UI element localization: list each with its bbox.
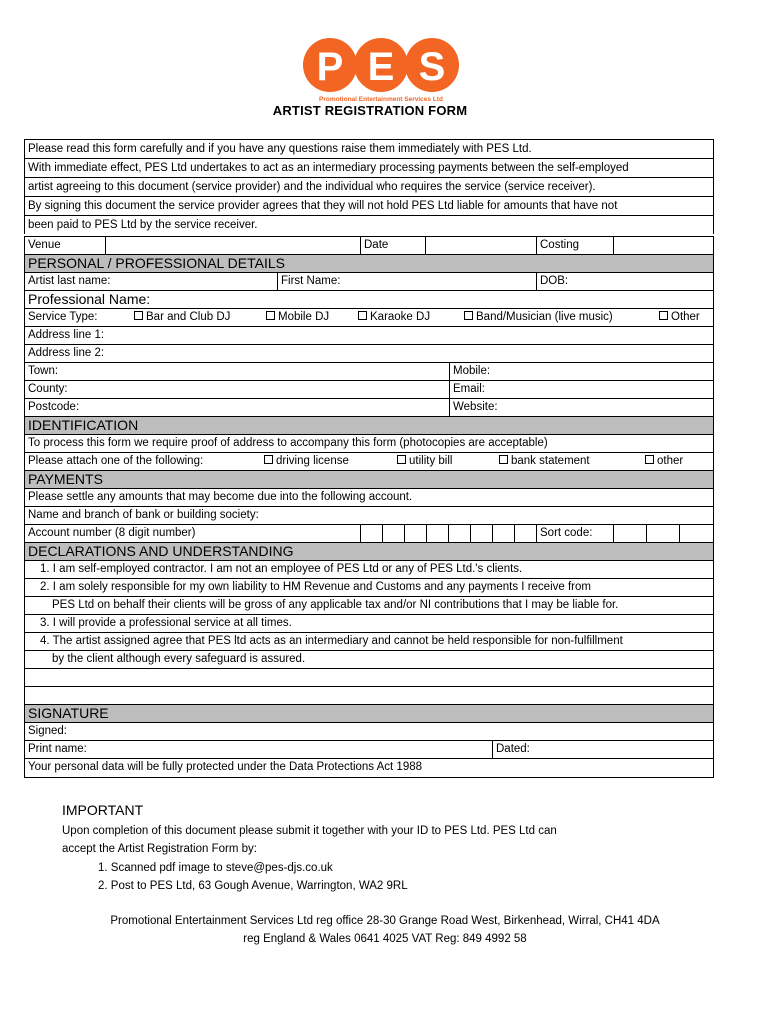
account-label: Account number (8 digit number) [28, 527, 196, 539]
declaration-line: 3. I will provide a professional service at all times. [40, 617, 292, 629]
data-protection-note: Your personal data will be fully protected under the Data Protections Act 1988 [28, 761, 423, 773]
id-option-bank-statement[interactable] [496, 453, 590, 470]
professional-name-field[interactable]: Professional Name: [28, 291, 151, 307]
service-option-bar-club[interactable] [131, 309, 230, 326]
declaration-line: 4. The artist assigned agree that PES ltd acts as an intermediary and cannot be held responsible for non-fulfillment [40, 635, 623, 647]
footer-line: Promotional Entertainment Services Ltd reg office 28-30 Grange Road West, Birkenhead, Wirral, CH41 4DA [110, 915, 660, 927]
postcode-field[interactable]: Postcode: [28, 401, 80, 413]
dated-field[interactable]: Dated: [492, 741, 713, 758]
address-line2-field[interactable]: Address line 2: [28, 347, 105, 359]
payments-info: Please settle any amounts that may become due into the following account. [28, 491, 413, 503]
blank-row [25, 687, 713, 705]
option-label: bank statement [511, 455, 590, 467]
date-label: Date [360, 237, 425, 254]
venue-row [25, 237, 713, 255]
website-field[interactable]: Website: [449, 399, 713, 416]
venue-field[interactable] [105, 237, 360, 254]
dob-field[interactable]: DOB: [536, 273, 713, 290]
checkbox-icon[interactable] [464, 311, 473, 320]
intro-block [24, 139, 714, 234]
name-row [25, 273, 713, 291]
declaration-line: by the client although every safeguard is assured. [52, 653, 306, 665]
bank-name-row [25, 507, 713, 525]
account-digit-box[interactable] [382, 525, 404, 542]
checkbox-icon[interactable] [659, 311, 668, 320]
section-heading: SIGNATURE [28, 705, 109, 721]
last-name-field[interactable]: Artist last name: [28, 275, 111, 287]
account-digit-box[interactable] [492, 525, 514, 542]
service-option-band[interactable] [461, 309, 613, 326]
important-heading: IMPORTANT [62, 802, 144, 818]
option-label: Other [671, 311, 700, 323]
address1-row [25, 327, 713, 345]
service-type-label: Service Type: [28, 311, 98, 323]
address2-row [25, 345, 713, 363]
date-field[interactable] [425, 237, 536, 254]
important-item: 2. Post to PES Ltd, 63 Gough Avenue, Warrington, WA2 9RL [98, 879, 408, 892]
identification-options-row [25, 453, 713, 471]
service-option-other[interactable] [656, 309, 713, 326]
declaration-row [25, 597, 713, 615]
account-digit-box[interactable] [514, 525, 536, 542]
declaration-row [25, 579, 713, 597]
section-heading: DECLARATIONS AND UNDERSTANDING [28, 543, 294, 559]
account-digit-box[interactable] [360, 525, 382, 542]
important-item: 1. Scanned pdf image to steve@pes-djs.co.uk [98, 861, 333, 874]
print-name-row [25, 741, 713, 759]
option-label: driving license [276, 455, 349, 467]
section-declarations [25, 543, 713, 561]
logo-subtitle: Promotional Entertainment Services Ltd [319, 96, 443, 103]
account-digit-box[interactable] [404, 525, 426, 542]
checkbox-icon[interactable] [397, 455, 406, 464]
sort-code-box[interactable] [613, 525, 646, 542]
option-label: Bar and Club DJ [146, 311, 231, 323]
logo-letter-e: E [367, 45, 395, 89]
costing-label: Costing [536, 237, 613, 254]
signed-field[interactable]: Signed: [28, 725, 68, 737]
data-protection-row [25, 759, 713, 777]
form-grid [24, 236, 714, 778]
declaration-line: PES Ltd on behalf their clients will be gross of any applicable tax and/or NI contributions that I may be liable for. [52, 599, 619, 611]
account-digit-box[interactable] [426, 525, 448, 542]
intro-line: artist agreeing to this document (service provider) and the individual who requires the service (service receiver). [25, 178, 713, 197]
sort-code-box[interactable] [646, 525, 679, 542]
bank-name-field[interactable]: Name and branch of bank or building society: [28, 509, 259, 521]
intro-line: With immediate effect, PES Ltd undertakes to act as an intermediary processing payments between the self-employed [25, 159, 713, 178]
option-label: utility bill [409, 455, 453, 467]
declaration-row [25, 651, 713, 669]
service-option-karaoke[interactable] [355, 309, 430, 326]
identification-info: To process this form we require proof of address to accompany this form (photocopies are acceptable) [28, 437, 548, 449]
checkbox-icon[interactable] [264, 455, 273, 464]
option-label: Band/Musician (live music) [476, 311, 613, 323]
section-identification [25, 417, 713, 435]
important-line: Upon completion of this document please submit it together with your ID to PES Ltd. PES Ltd can [62, 825, 557, 837]
service-type-row [25, 309, 713, 327]
mobile-field[interactable]: Mobile: [449, 363, 713, 380]
town-field[interactable]: Town: [28, 365, 59, 377]
checkbox-icon[interactable] [266, 311, 275, 320]
payments-info-row [25, 489, 713, 507]
id-option-driving-license[interactable] [261, 453, 349, 470]
email-field[interactable]: Email: [449, 381, 713, 398]
logo-letter-s: S [418, 45, 446, 89]
account-digit-box[interactable] [470, 525, 492, 542]
important-line: accept the Artist Registration Form by: [62, 843, 257, 856]
venue-label: Venue [28, 239, 61, 251]
id-option-utility-bill[interactable] [394, 453, 452, 470]
town-row [25, 363, 713, 381]
footer-line: reg England & Wales 0641 4025 VAT Reg: 849 4992 58 [243, 933, 527, 945]
section-heading: IDENTIFICATION [28, 417, 139, 433]
print-name-field[interactable]: Print name: [28, 743, 87, 755]
account-digit-box[interactable] [448, 525, 470, 542]
sort-code-label: Sort code: [536, 525, 613, 542]
id-option-other[interactable] [642, 453, 683, 470]
section-payments [25, 471, 713, 489]
signed-row [25, 723, 713, 741]
first-name-field[interactable]: First Name: [277, 273, 536, 290]
costing-field[interactable] [613, 237, 713, 254]
county-row [25, 381, 713, 399]
intro-line: Please read this form carefully and if you have any questions raise them immediately with PES Ltd. [25, 140, 713, 159]
section-signature [25, 705, 713, 723]
county-field[interactable]: County: [28, 383, 68, 395]
checkbox-icon[interactable] [499, 455, 508, 464]
important-text [62, 822, 557, 895]
section-heading: PAYMENTS [28, 471, 103, 487]
blank-row [25, 669, 713, 687]
option-label: Mobile DJ [278, 311, 330, 323]
section-personal [25, 255, 713, 273]
option-label: other [657, 455, 684, 467]
postcode-row [25, 399, 713, 417]
professional-name-row [25, 291, 713, 309]
attach-label: Please attach one of the following: [28, 455, 204, 467]
section-heading: PERSONAL / PROFESSIONAL DETAILS [28, 255, 285, 271]
declaration-row [25, 561, 713, 579]
form-title: ARTIST REGISTRATION FORM [272, 103, 468, 118]
intro-line: By signing this document the service provider agrees that they will not hold PES Ltd liable for amounts that have not [25, 197, 713, 216]
service-option-mobile[interactable] [263, 309, 329, 326]
identification-info-row [25, 435, 713, 453]
checkbox-icon[interactable] [645, 455, 654, 464]
intro-line: been paid to PES Ltd by the service receiver. [28, 219, 258, 231]
declaration-row [25, 633, 713, 651]
declaration-line: 1. I am self-employed contractor. I am not an employee of PES Ltd or any of PES Ltd.'s clients. [40, 563, 523, 575]
option-label: Karaoke DJ [370, 311, 431, 323]
pes-logo [300, 38, 470, 108]
account-row [25, 525, 713, 543]
sort-code-box[interactable] [679, 525, 713, 542]
logo-letter-p: P [316, 45, 344, 89]
declaration-row [25, 615, 713, 633]
checkbox-icon[interactable] [358, 311, 367, 320]
declaration-line: 2. I am solely responsible for my own liability to HM Revenue and Customs and any payments I receive from [40, 581, 591, 593]
address-line1-field[interactable]: Address line 1: [28, 329, 105, 341]
checkbox-icon[interactable] [134, 311, 143, 320]
logo-graphic [300, 38, 470, 108]
